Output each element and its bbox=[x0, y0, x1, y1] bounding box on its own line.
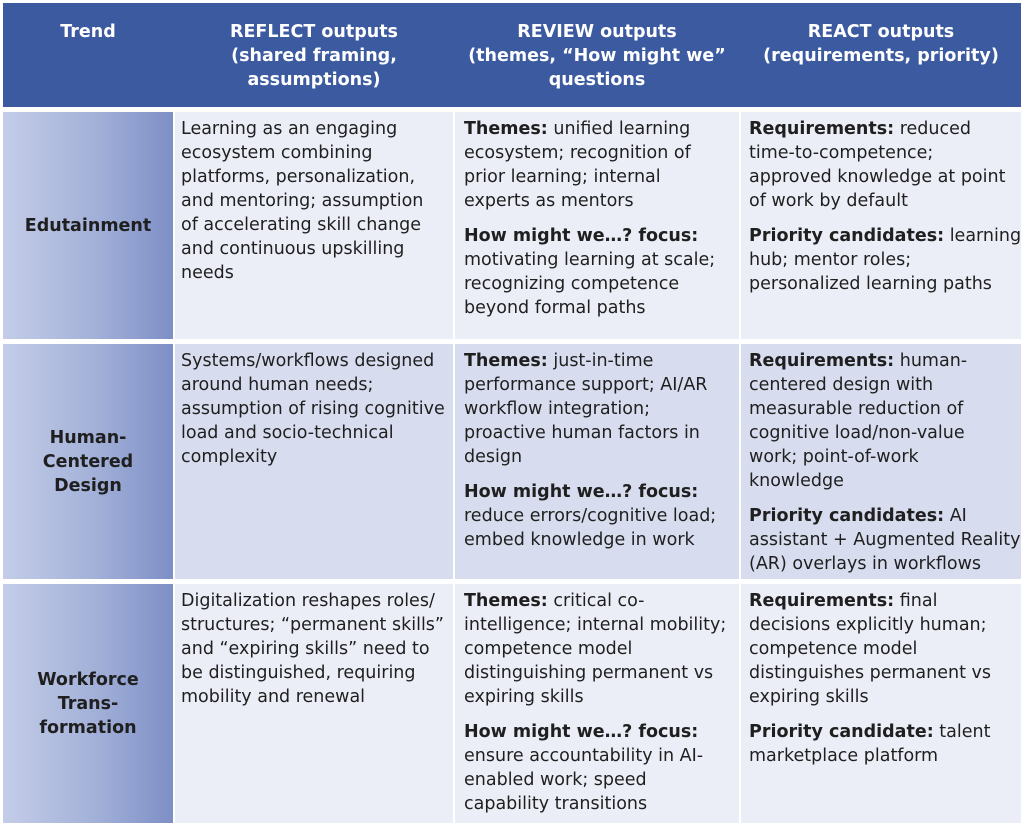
reflect-line: and mentoring; assumption bbox=[181, 191, 424, 211]
trend-label: Centered bbox=[42, 451, 134, 472]
themes-line: ecosystem; recognition of bbox=[464, 143, 691, 163]
trend-cell bbox=[3, 584, 173, 823]
requirements-label: Requirements: bbox=[749, 119, 895, 139]
react-cell bbox=[741, 112, 1021, 339]
header-line: REVIEW outputs bbox=[517, 22, 677, 42]
header-react bbox=[741, 20, 1021, 68]
trend-cell bbox=[3, 344, 173, 579]
hmw-line: embed knowledge in work bbox=[464, 530, 695, 550]
themes-line: critical co- bbox=[547, 591, 645, 611]
requirements-line: measurable reduction of bbox=[749, 399, 964, 419]
header-line: (themes, “How might we” bbox=[468, 46, 726, 66]
themes-line: prior learning; internal bbox=[464, 167, 661, 187]
requirements-label: Requirements: bbox=[749, 591, 895, 611]
header-line: assumptions) bbox=[247, 70, 381, 90]
reflect-line: and continuous upskilling bbox=[181, 239, 405, 259]
themes-line: experts as mentors bbox=[464, 191, 634, 211]
reflect-line: assumption of rising cognitive bbox=[181, 399, 445, 419]
trend-outputs-table bbox=[3, 3, 1021, 823]
requirements-line: distinguishes permanent vs bbox=[749, 663, 992, 683]
header-trend bbox=[3, 20, 173, 44]
reflect-line: and “expiring skills” need to bbox=[181, 639, 430, 659]
react-cell bbox=[741, 584, 1021, 823]
reflect-line: of accelerating skill change bbox=[181, 215, 422, 235]
priority-line: marketplace platform bbox=[749, 746, 939, 766]
themes-line: distinguishing permanent vs bbox=[464, 663, 714, 683]
reflect-cell bbox=[175, 112, 453, 339]
trend-label: Trans- bbox=[57, 693, 119, 714]
priority-line: AI bbox=[944, 506, 967, 526]
table-row bbox=[3, 584, 1021, 823]
header-line: questions bbox=[548, 70, 646, 90]
priority-line: hub; mentor roles; bbox=[749, 250, 912, 270]
hmw-line: recognizing competence bbox=[464, 274, 680, 294]
hmw-line: motivating learning at scale; bbox=[464, 250, 716, 270]
requirements-line: approved knowledge at point bbox=[749, 167, 1006, 187]
reflect-line: Systems/workflows designed bbox=[181, 351, 435, 371]
priority-line: assistant + Augmented Reality bbox=[749, 530, 1021, 550]
themes-line: intelligence; internal mobility; bbox=[464, 615, 727, 635]
requirements-line: final bbox=[894, 591, 938, 611]
requirements-line: human- bbox=[894, 351, 968, 371]
themes-line: performance support; AI/AR bbox=[464, 375, 708, 395]
requirements-line: centered design with bbox=[749, 375, 934, 395]
reflect-line: load and socio-technical bbox=[181, 423, 394, 443]
header-line: (shared framing, bbox=[231, 46, 397, 66]
requirements-line: cognitive load/non-value bbox=[749, 423, 965, 443]
hmw-line: capability transitions bbox=[464, 794, 648, 814]
priority-label: Priority candidates: bbox=[749, 226, 945, 246]
reflect-cell bbox=[175, 584, 453, 823]
themes-line: proactive human factors in bbox=[464, 423, 700, 443]
reflect-line: mobility and renewal bbox=[181, 687, 366, 707]
requirements-line: expiring skills bbox=[749, 687, 869, 707]
priority-line: learning bbox=[944, 226, 1022, 246]
header-review bbox=[455, 20, 739, 92]
priority-line: personalized learning paths bbox=[749, 274, 992, 294]
hmw-line: enabled work; speed bbox=[464, 770, 647, 790]
themes-label: Themes: bbox=[464, 119, 548, 139]
header-line: (requirements, priority) bbox=[763, 46, 999, 66]
trend-label: Human- bbox=[49, 427, 127, 448]
hmw-label: How might we…? focus: bbox=[464, 482, 699, 502]
themes-line: just-in-time bbox=[547, 351, 654, 371]
requirements-line: competence model bbox=[749, 639, 918, 659]
requirements-label: Requirements: bbox=[749, 351, 895, 371]
themes-line: competence model bbox=[464, 639, 633, 659]
header-line: Trend bbox=[60, 22, 116, 42]
requirements-line: decisions explicitly human; bbox=[749, 615, 987, 635]
row-divider bbox=[3, 579, 1021, 584]
themes-line: design bbox=[464, 447, 523, 467]
requirements-line: time-to-competence; bbox=[749, 143, 934, 163]
trend-label: Design bbox=[54, 475, 122, 496]
trend-label: Workforce bbox=[37, 669, 139, 690]
requirements-line: of work by default bbox=[749, 191, 908, 211]
reflect-line: complexity bbox=[181, 447, 278, 467]
reflect-line: Learning as an engaging bbox=[181, 119, 398, 139]
reflect-line: be distinguished, requiring bbox=[181, 663, 416, 683]
reflect-line: around human needs; bbox=[181, 375, 374, 395]
requirements-line: work; point-of-work bbox=[749, 447, 919, 467]
react-cell bbox=[741, 344, 1021, 579]
column-divider bbox=[173, 107, 175, 823]
table-header bbox=[3, 3, 1021, 107]
reflect-line: ecosystem combining bbox=[181, 143, 373, 163]
header-line: REFLECT outputs bbox=[230, 22, 398, 42]
trend-label: Edutainment bbox=[24, 215, 152, 236]
requirements-line: reduced bbox=[894, 119, 972, 139]
hmw-line: ensure accountability in AI- bbox=[464, 746, 704, 766]
column-divider bbox=[739, 107, 741, 823]
column-divider bbox=[453, 107, 455, 823]
reflect-cell bbox=[175, 344, 453, 579]
table-row bbox=[3, 344, 1021, 579]
reflect-line: Digitalization reshapes roles/ bbox=[181, 591, 435, 611]
reflect-line: needs bbox=[181, 263, 234, 283]
header-line: REACT outputs bbox=[807, 22, 955, 42]
review-cell bbox=[455, 584, 739, 823]
themes-line: workflow integration; bbox=[464, 399, 650, 419]
row-divider bbox=[3, 107, 1021, 112]
themes-line: expiring skills bbox=[464, 687, 584, 707]
hmw-line: beyond formal paths bbox=[464, 298, 646, 318]
row-divider bbox=[3, 339, 1021, 344]
themes-line: unified learning bbox=[547, 119, 691, 139]
hmw-label: How might we…? focus: bbox=[464, 722, 699, 742]
table-row bbox=[3, 112, 1021, 339]
priority-label: Priority candidate: bbox=[749, 722, 934, 742]
requirements-line: knowledge bbox=[749, 471, 844, 491]
trend-cell bbox=[3, 112, 173, 339]
hmw-label: How might we…? focus: bbox=[464, 226, 699, 246]
priority-line: talent bbox=[933, 722, 991, 742]
review-cell bbox=[455, 344, 739, 579]
reflect-line: structures; “permanent skills” bbox=[181, 615, 444, 635]
reflect-line: platforms, personalization, bbox=[181, 167, 416, 187]
trend-label: formation bbox=[39, 717, 137, 738]
themes-label: Themes: bbox=[464, 591, 548, 611]
themes-label: Themes: bbox=[464, 351, 548, 371]
hmw-line: reduce errors/cognitive load; bbox=[464, 506, 717, 526]
priority-label: Priority candidates: bbox=[749, 506, 945, 526]
priority-line: (AR) overlays in workflows bbox=[749, 554, 982, 574]
header-reflect bbox=[175, 20, 453, 92]
review-cell bbox=[455, 112, 739, 339]
